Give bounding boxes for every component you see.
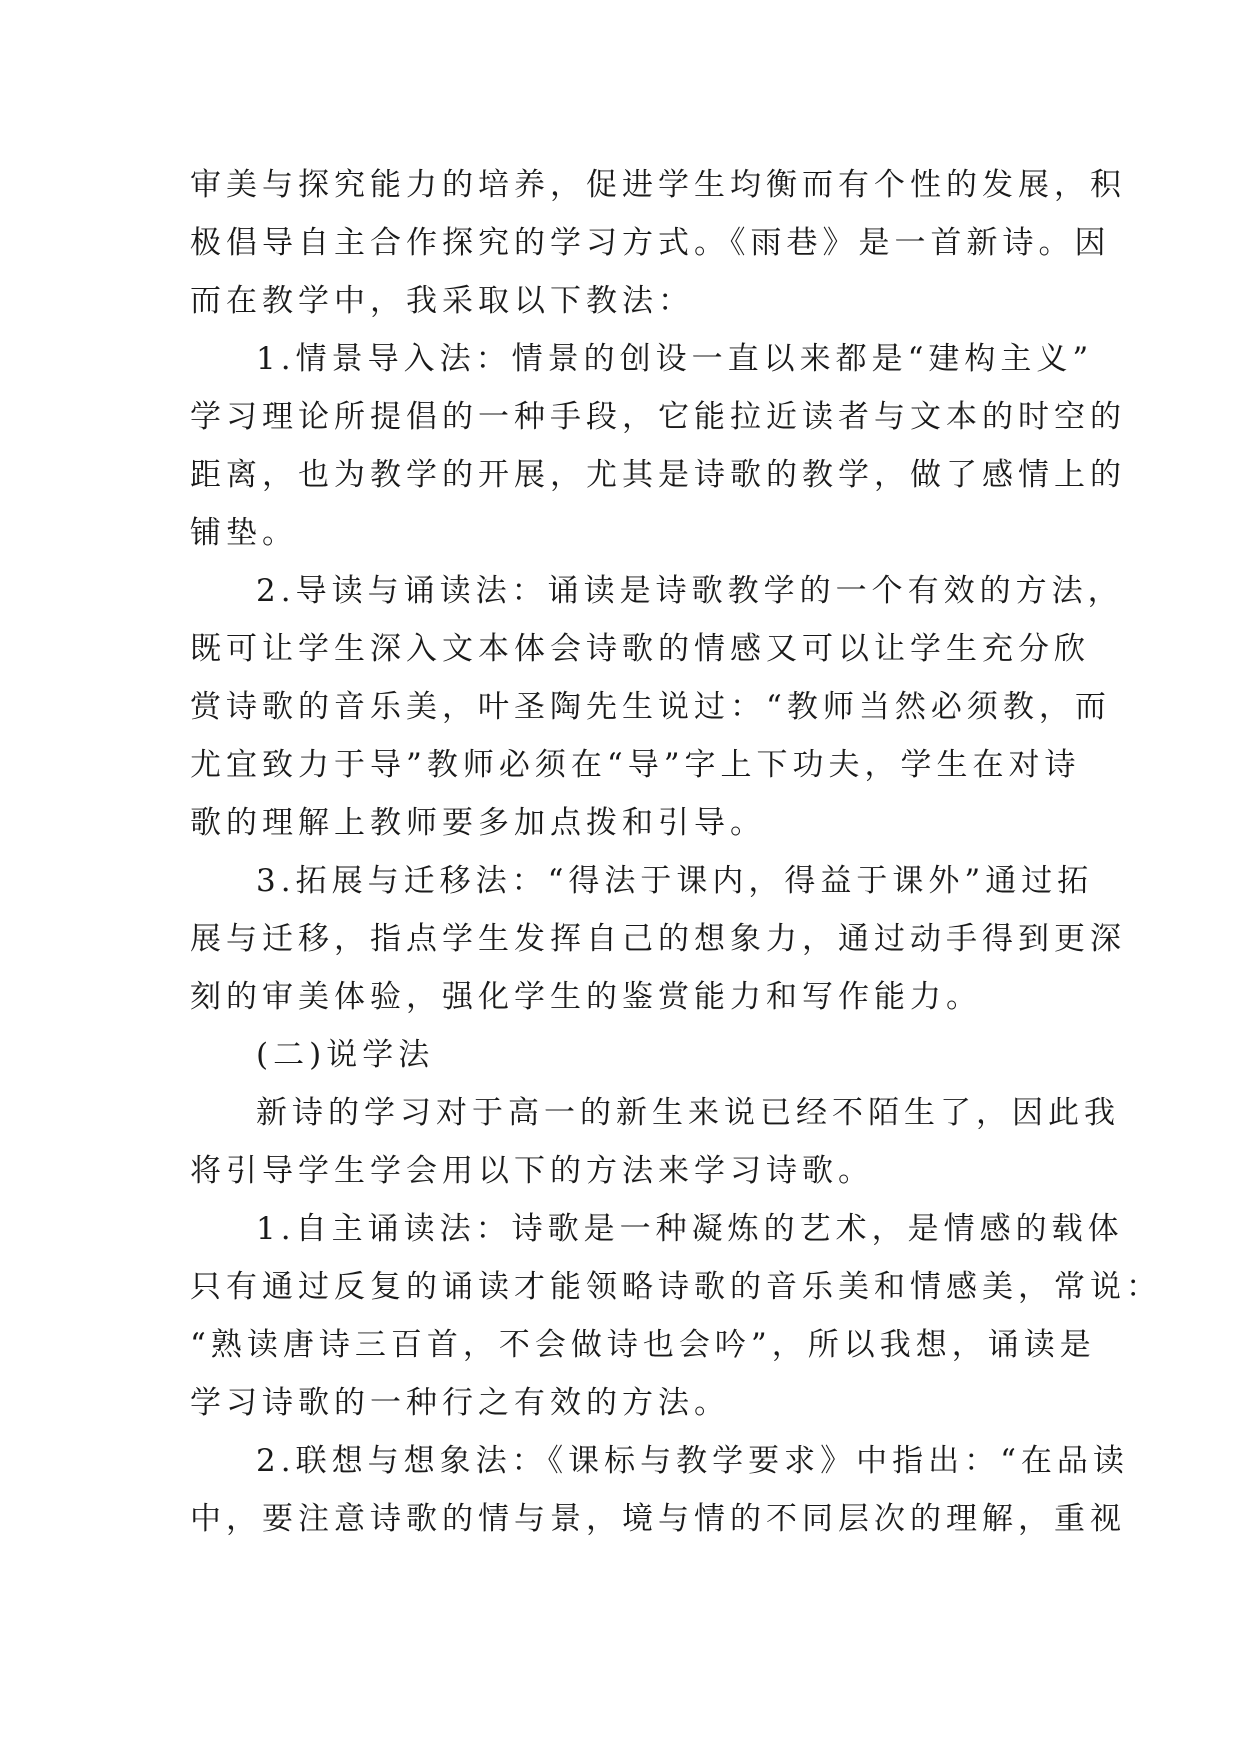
text-line: 1.自主诵读法：诗歌是一种凝炼的艺术，是情感的载体 (256, 1211, 1124, 1247)
text-line: 只有通过反复的诵读才能领略诗歌的音乐美和情感美，常说： (190, 1269, 1162, 1305)
text-line: 3.拓展与迁移法：“得法于课内，得益于课外”通过拓 (256, 863, 1094, 899)
text-line: 将引导学生学会用以下的方法来学习诗歌。 (190, 1153, 874, 1189)
text-line: 审美与探究能力的培养，促进学生均衡而有个性的发展，积 (190, 167, 1126, 203)
text-line: 2.导读与诵读法：诵读是诗歌教学的一个有效的方法， (256, 573, 1124, 609)
text-line: 距离，也为教学的开展，尤其是诗歌的教学，做了感情上的 (190, 457, 1126, 493)
text-line: 极倡导自主合作探究的学习方式。《雨巷》是一首新诗。因 (190, 225, 1111, 261)
text-line: 学习诗歌的一种行之有效的方法。 (190, 1385, 730, 1421)
text-line: 赏诗歌的音乐美，叶圣陶先生说过：“教师当然必须教，而 (190, 689, 1111, 725)
text-line: 1.情景导入法：情景的创设一直以来都是“建构主义” (256, 341, 1094, 377)
text-line: 既可让学生深入文本体会诗歌的情感又可以让学生充分欣 (190, 631, 1090, 667)
text-line: 刻的审美体验，强化学生的鉴赏能力和写作能力。 (190, 979, 982, 1015)
text-line: “熟读唐诗三百首，不会做诗也会吟”，所以我想，诵读是 (190, 1327, 1096, 1363)
text-line: 学习理论所提倡的一种手段，它能拉近读者与文本的时空的 (190, 399, 1126, 435)
text-line: 新诗的学习对于高一的新生来说已经不陌生了，因此我 (256, 1095, 1120, 1131)
text-line: (二)说学法 (256, 1037, 435, 1073)
text-line: 而在教学中，我采取以下教法： (190, 283, 694, 319)
text-line: 尤宜致力于导”教师必须在“导”字上下功夫，学生在对诗 (190, 747, 1081, 783)
text-line: 2.联想与想象法：《课标与教学要求》中指出：“在品读 (256, 1443, 1129, 1479)
text-line: 铺垫。 (190, 515, 298, 551)
text-line: 展与迁移，指点学生发挥自己的想象力，通过动手得到更深 (190, 921, 1126, 957)
document-body (190, 156, 1162, 1548)
text-line: 中，要注意诗歌的情与景，境与情的不同层次的理解，重视 (190, 1501, 1126, 1537)
text-line: 歌的理解上教师要多加点拨和引导。 (190, 805, 766, 841)
